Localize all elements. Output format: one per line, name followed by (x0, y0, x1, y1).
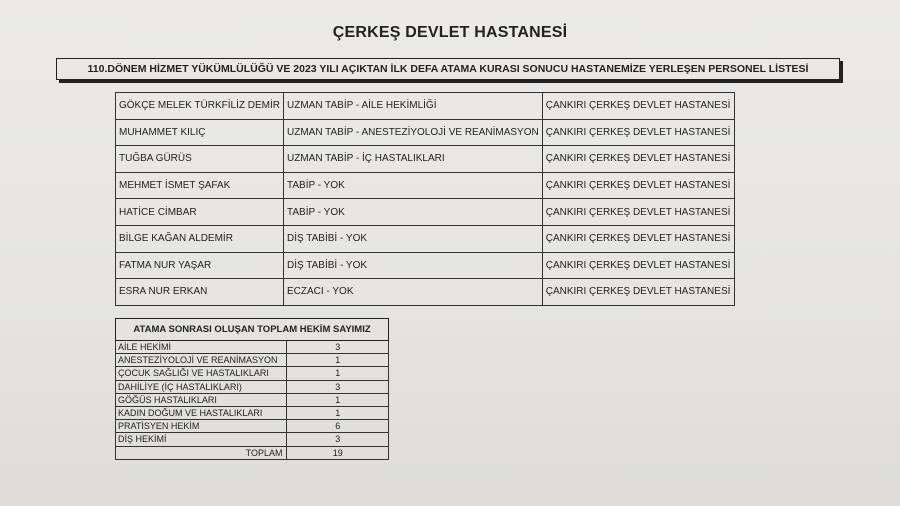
table-row (116, 93, 735, 120)
specialty-label: DİŞ HEKİMİ (116, 433, 287, 446)
staff-title: DİŞ TABİBİ - YOK (284, 225, 543, 252)
specialty-label: DAHİLİYE (İÇ HASTALIKLARI) (116, 380, 287, 393)
specialty-count: 6 (287, 420, 389, 433)
specialty-count: 3 (287, 341, 389, 354)
specialty-label: AİLE HEKİMİ (116, 341, 287, 354)
list-title-banner: 110.DÖNEM HİZMET YÜKÜMLÜLÜĞÜ VE 2023 YILI AÇIKTAN İLK DEFA ATAMA KURASI SONUCU HASTANEMİZE YERLEŞEN PERSONEL LİSTESİ (56, 58, 840, 80)
table-row (116, 279, 735, 306)
staff-hospital: ÇANKIRI ÇERKEŞ DEVLET HASTANESİ (542, 225, 734, 252)
specialty-label: GÖĞÜS HASTALIKLARI (116, 393, 287, 406)
staff-title: TABİP - YOK (284, 172, 543, 199)
table-row (116, 119, 735, 146)
table-row (116, 172, 735, 199)
staff-hospital: ÇANKIRI ÇERKEŞ DEVLET HASTANESİ (542, 172, 734, 199)
specialty-count: 1 (287, 406, 389, 419)
table-row (116, 341, 389, 354)
staff-title: TABİP - YOK (284, 199, 543, 226)
specialty-count: 3 (287, 380, 389, 393)
staff-table (115, 92, 735, 306)
specialty-label: ANESTEZİYOLOJİ VE REANİMASYON (116, 354, 287, 367)
total-count: 19 (287, 446, 389, 459)
staff-name: FATMA NUR YAŞAR (116, 252, 284, 279)
specialty-label: PRATİSYEN HEKİM (116, 420, 287, 433)
staff-name: GÖKÇE MELEK TÜRKFİLİZ DEMİR (116, 93, 284, 120)
physician-count-table (115, 318, 389, 460)
staff-title: UZMAN TABİP - İÇ HASTALIKLARI (284, 146, 543, 173)
table-row (116, 225, 735, 252)
table-row (116, 393, 389, 406)
table-row (116, 433, 389, 446)
specialty-label: KADIN DOĞUM VE HASTALIKLARI (116, 406, 287, 419)
staff-hospital: ÇANKIRI ÇERKEŞ DEVLET HASTANESİ (542, 146, 734, 173)
staff-title: DİŞ TABİBİ - YOK (284, 252, 543, 279)
staff-title: UZMAN TABİP - ANESTEZİYOLOJİ VE REANİMASYON (284, 119, 543, 146)
staff-title: UZMAN TABİP - AİLE HEKİMLİĞİ (284, 93, 543, 120)
staff-name: BİLGE KAĞAN ALDEMİR (116, 225, 284, 252)
page-title: ÇERKEŞ DEVLET HASTANESİ (332, 24, 568, 41)
table-row (116, 420, 389, 433)
total-label: TOPLAM (116, 446, 287, 459)
total-row (116, 446, 389, 459)
staff-hospital: ÇANKIRI ÇERKEŞ DEVLET HASTANESİ (542, 199, 734, 226)
staff-title: ECZACI - YOK (284, 279, 543, 306)
specialty-count: 1 (287, 354, 389, 367)
staff-name: ESRA NUR ERKAN (116, 279, 284, 306)
staff-hospital: ÇANKIRI ÇERKEŞ DEVLET HASTANESİ (542, 279, 734, 306)
specialty-count: 1 (287, 367, 389, 380)
table-row (116, 354, 389, 367)
specialty-label: ÇOCUK SAĞLIĞI VE HASTALIKLARI (116, 367, 287, 380)
staff-name: TUĞBA GÜRÜS (116, 146, 284, 173)
summary-heading: ATAMA SONRASI OLUŞAN TOPLAM HEKİM SAYIMIZ (116, 319, 389, 341)
specialty-count: 3 (287, 433, 389, 446)
table-row (116, 406, 389, 419)
table-row (116, 252, 735, 279)
table-row (116, 380, 389, 393)
table-row (116, 146, 735, 173)
staff-name: HATİCE CİMBAR (116, 199, 284, 226)
staff-name: MEHMET İSMET ŞAFAK (116, 172, 284, 199)
staff-name: MUHAMMET KILIÇ (116, 119, 284, 146)
staff-hospital: ÇANKIRI ÇERKEŞ DEVLET HASTANESİ (542, 252, 734, 279)
staff-hospital: ÇANKIRI ÇERKEŞ DEVLET HASTANESİ (542, 93, 734, 120)
staff-hospital: ÇANKIRI ÇERKEŞ DEVLET HASTANESİ (542, 119, 734, 146)
table-row (116, 367, 389, 380)
table-row (116, 199, 735, 226)
specialty-count: 1 (287, 393, 389, 406)
